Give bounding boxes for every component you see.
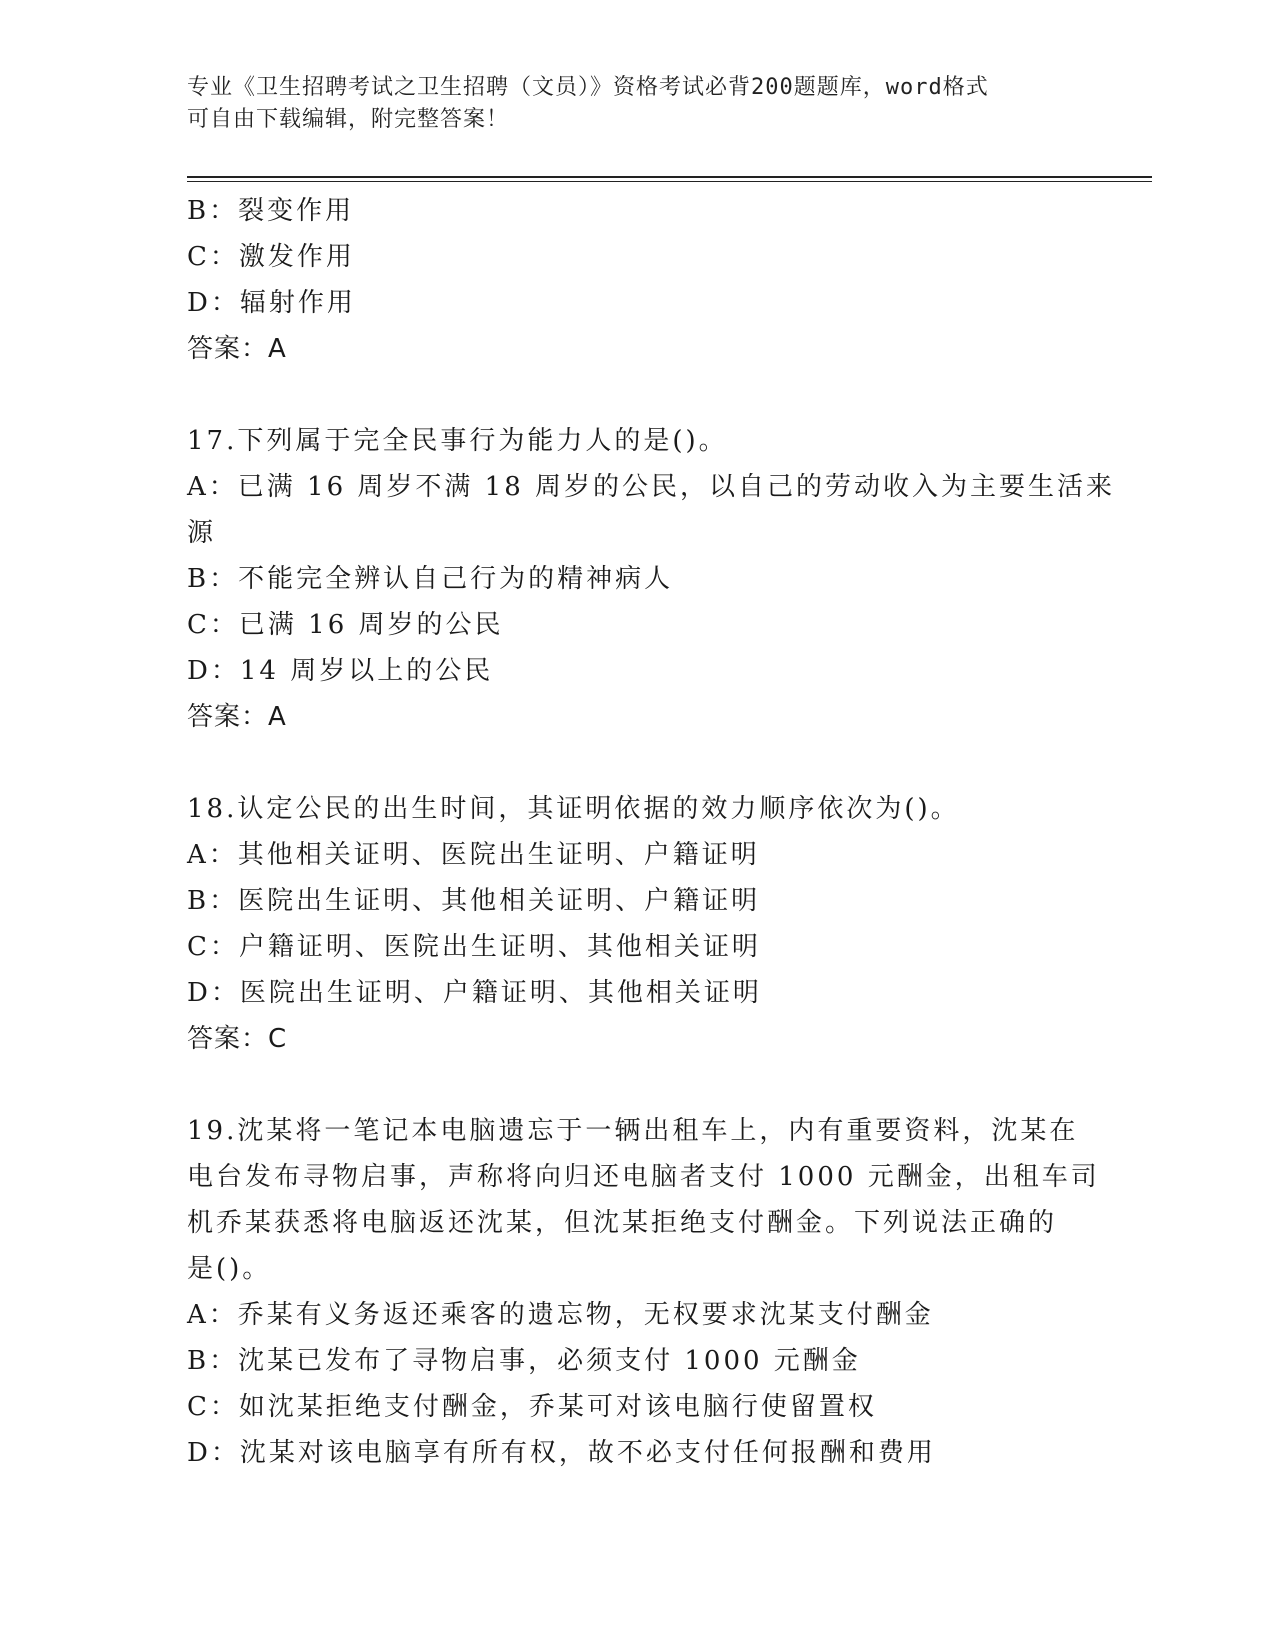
question-16-option-c: C：激发作用 [187,242,355,272]
question-18-option-a: A：其他相关证明、医院出生证明、户籍证明 [187,840,760,870]
header-title-line-2: 可自由下载编辑，附完整答案！ [187,107,510,132]
question-18-answer: 答案：C [187,1024,288,1054]
question-18-option-d: D：医院出生证明、户籍证明、其他相关证明 [187,978,762,1008]
question-16-option-d: D：辐射作用 [187,288,356,318]
question-19-option-d: D：沈某对该电脑享有所有权，故不必支付任何报酬和费用 [187,1438,936,1468]
question-17 [187,418,1116,740]
question-17-option-a-line-1: A：已满 16 周岁不满 18 周岁的公民，以自己的劳动收入为主要生活来 [187,472,1116,502]
question-19-stem-line-1: 19.沈某将一笔记本电脑遗忘于一辆出租车上，内有重要资料，沈某在 [187,1116,1079,1146]
header-divider-thin [187,181,1152,182]
question-18 [187,786,1087,1062]
question-19-stem-line-2: 电台发布寻物启事，声称将向归还电脑者支付 1000 元酬金，出租车司 [187,1162,1100,1192]
header-title-line-1: 专业《卫生招聘考试之卫生招聘（文员）》资格考试必背200题题库，word格式 [187,75,989,100]
question-19-option-a: A：乔某有义务返还乘客的遗忘物，无权要求沈某支付酬金 [187,1300,934,1330]
question-17-option-b: B：不能完全辨认自己行为的精神病人 [187,564,674,594]
question-16 [187,188,1087,372]
question-16-answer: 答案：A [187,334,287,364]
question-18-stem: 18.认定公民的出生时间，其证明依据的效力顺序依次为()。 [187,794,960,824]
question-19-stem-line-4: 是()。 [187,1254,272,1284]
question-17-option-c: C：已满 16 周岁的公民 [187,610,504,640]
header-divider-thick [187,176,1152,178]
spacer [187,740,1087,786]
question-list [187,188,1116,1476]
question-16-option-b: B：裂变作用 [187,196,355,226]
question-17-option-a-line-2: 源 [187,518,217,548]
question-17-stem: 17.下列属于完全民事行为能力人的是()。 [187,426,728,456]
spacer [187,1062,1087,1108]
document-header [187,72,1087,136]
question-19-stem-line-3: 机乔某获悉将电脑返还沈某，但沈某拒绝支付酬金。下列说法正确的 [187,1208,1058,1238]
question-19-option-b: B：沈某已发布了寻物启事，必须支付 1000 元酬金 [187,1346,861,1376]
question-18-option-b: B：医院出生证明、其他相关证明、户籍证明 [187,886,761,916]
question-18-option-c: C：户籍证明、医院出生证明、其他相关证明 [187,932,761,962]
question-17-answer: 答案：A [187,702,287,732]
spacer [187,372,1087,418]
question-19-option-c: C：如沈某拒绝支付酬金，乔某可对该电脑行使留置权 [187,1392,877,1422]
question-17-option-d: D：14 周岁以上的公民 [187,656,494,686]
question-19 [187,1108,1100,1476]
